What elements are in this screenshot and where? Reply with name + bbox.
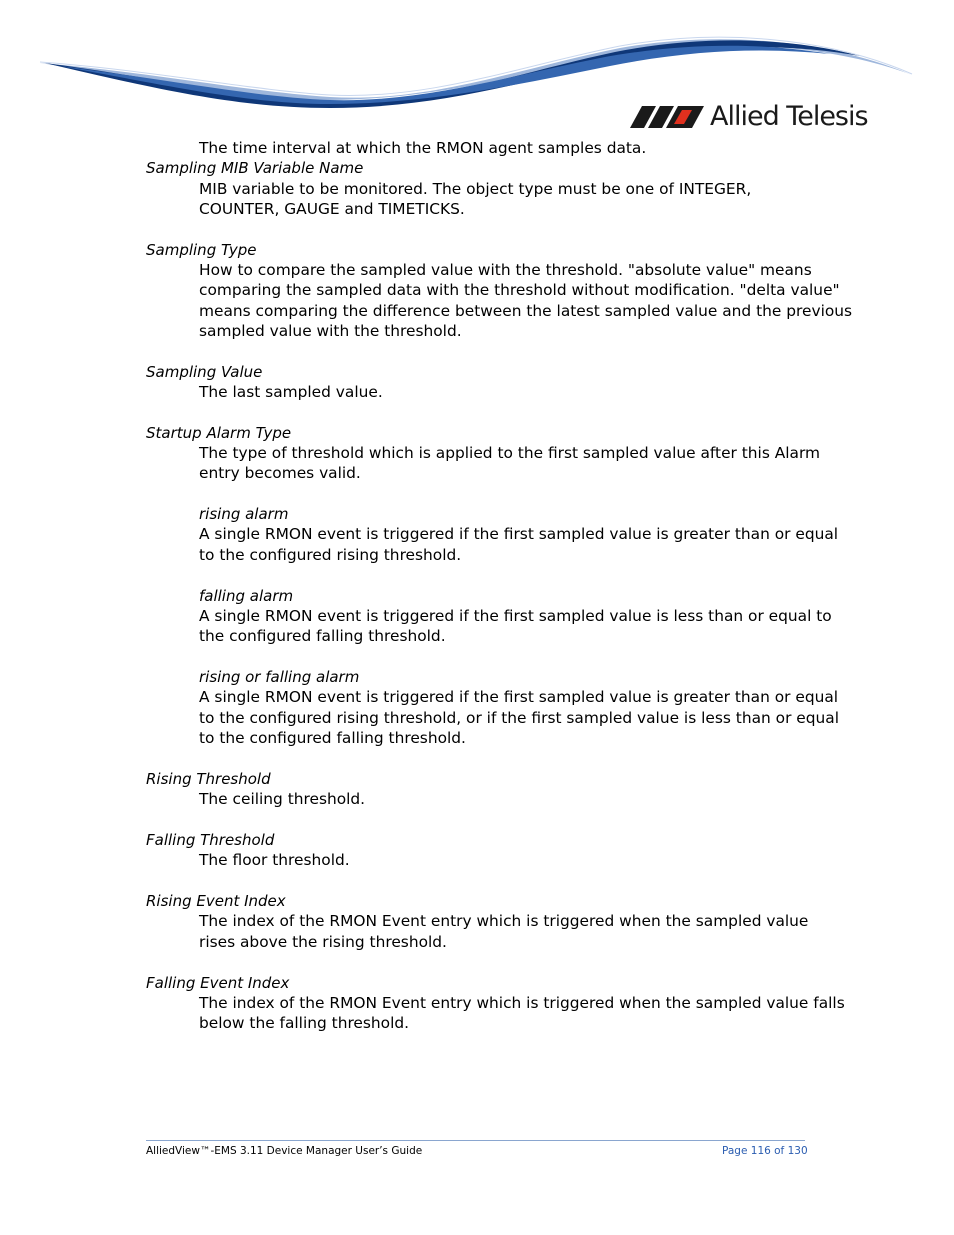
definition-line: The index of the RMON Event entry which is triggered when the sampled value falls xyxy=(199,994,845,1012)
definition-line: comparing the sampled data with the threshold without modification. "delta value" xyxy=(199,281,840,299)
definition-line: sampled value with the threshold. xyxy=(199,322,462,340)
footer-page-number: Page 116 of 130 xyxy=(722,1145,808,1157)
alarm-type-falling-alarm: falling alarm xyxy=(199,587,294,605)
alarm-type-line: to the configured rising threshold, or if the first sampled value is less than or equal xyxy=(199,709,839,727)
term-sampling-value: Sampling Value xyxy=(146,363,263,381)
alarm-type-line: A single RMON event is triggered if the first sampled value is less than or equal to xyxy=(199,607,832,625)
definition-line: The ceiling threshold. xyxy=(199,790,366,808)
alarm-type-line: to the configured rising threshold. xyxy=(199,546,462,564)
term-rising-threshold: Rising Threshold xyxy=(146,770,271,788)
definition-line: MIB variable to be monitored. The object type must be one of INTEGER, xyxy=(199,180,752,198)
logo-wordmark: Allied Telesis xyxy=(710,101,868,132)
alarm-type-line: A single RMON event is triggered if the first sampled value is greater than or equal xyxy=(199,688,839,706)
alarm-type-line: A single RMON event is triggered if the first sampled value is greater than or equal xyxy=(199,525,839,543)
swoosh-mid-band xyxy=(60,46,830,104)
definition-line: means comparing the difference between the latest sampled value and the previous xyxy=(199,302,853,320)
alarm-type-rising-or-falling-alarm: rising or falling alarm xyxy=(199,668,360,686)
intro-text: The time interval at which the RMON agent samples data. xyxy=(199,139,647,157)
definition-line: The type of threshold which is applied to the first sampled value after this Alarm xyxy=(199,444,821,462)
allied-telesis-logo xyxy=(630,100,868,134)
term-falling-event-index: Falling Event Index xyxy=(146,974,290,992)
term-startup-alarm-type: Startup Alarm Type xyxy=(146,424,292,442)
footer-document-title: AlliedView™-EMS 3.11 Device Manager User’s Guide xyxy=(146,1145,423,1157)
term-falling-threshold: Falling Threshold xyxy=(146,831,275,849)
definition-line: How to compare the sampled value with the threshold. "absolute value" means xyxy=(199,261,812,279)
footer-divider xyxy=(146,1140,805,1141)
definition-line: below the falling threshold. xyxy=(199,1014,410,1032)
term-sampling-mib-variable-name: Sampling MIB Variable Name xyxy=(146,159,364,177)
term-sampling-type: Sampling Type xyxy=(146,241,257,259)
definition-line: COUNTER, GAUGE and TIMETICKS. xyxy=(199,200,465,218)
definition-line: rises above the rising threshold. xyxy=(199,933,447,951)
alarm-type-rising-alarm: rising alarm xyxy=(199,505,289,523)
definition-line: The floor threshold. xyxy=(199,851,350,869)
alarm-type-line: the configured falling threshold. xyxy=(199,627,446,645)
alarm-type-line: to the configured falling threshold. xyxy=(199,729,466,747)
logo-mark-icon xyxy=(630,106,704,128)
definition-line: entry becomes valid. xyxy=(199,464,361,482)
definition-line: The last sampled value. xyxy=(199,383,383,401)
definition-line: The index of the RMON Event entry which is triggered when the sampled value xyxy=(199,912,809,930)
term-rising-event-index: Rising Event Index xyxy=(146,892,286,910)
